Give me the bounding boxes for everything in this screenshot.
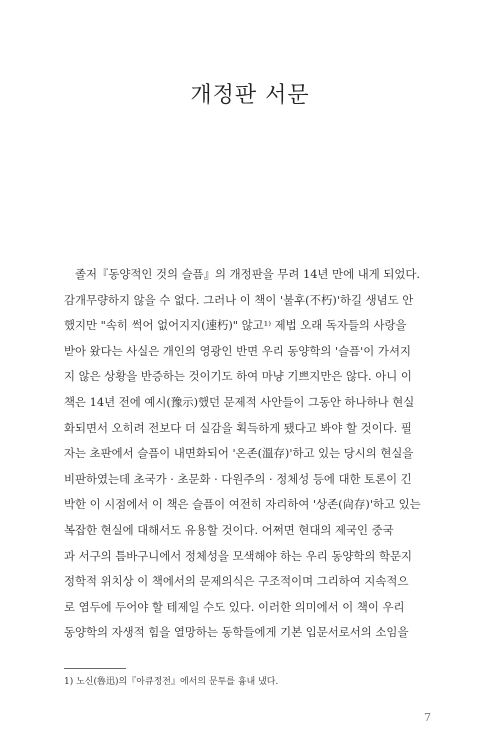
paragraph-line: 감개무량하지 않을 수 없다. 그러나 이 책이 '불후(不朽)'하길 생념도 안 [64, 292, 414, 307]
paragraph-line: 자는 초판에서 슬픔이 내면화되어 '온존(溫存)'하고 있는 당시의 현실을 [64, 446, 414, 461]
paragraph-line: 복잡한 현실에 대해서도 유용할 것이다. 어쩌면 현대의 제국인 중국 [64, 522, 394, 537]
paragraph-line: 로 염두에 두어야 할 테제일 수도 있다. 이러한 의미에서 이 책이 우리 [64, 599, 405, 614]
paragraph-line: 받아 왔다는 사실은 개인의 영광인 반면 우리 동양학의 '슬픔'이 가셔지 [64, 343, 411, 358]
paragraph-line: 졸저『동양적인 것의 슬픔』의 개정판을 무려 14년 만에 내게 되었다. [75, 267, 420, 281]
page-number: 7 [424, 711, 431, 724]
paragraph-line: 화되면서 오히려 전보다 더 실감을 획득하게 됐다고 봐야 할 것이다. 필 [64, 420, 412, 435]
paragraph-line: 책은 14년 전에 예시(豫示)했던 문제적 사안들이 그동안 하나하나 현실 [64, 394, 415, 409]
page-title: 개정판 서문 [190, 83, 310, 108]
footnote: 1) 노신(魯迅)의『아큐정전』에서의 문투를 흉내 냈다. [64, 677, 279, 687]
paragraph-line: 박한 이 시점에서 이 책은 슬픔이 여전히 자리하여 '상존(尙存)'하고 있는 [64, 497, 421, 512]
paragraph-line: 비판하였는데 초국가 · 초문화 · 다원주의 · 정체성 등에 대한 토론이 긴 [64, 471, 412, 486]
paragraph-line: 과 서구의 틈바구니에서 정체성을 모색해야 하는 우리 동양학의 학문지 [64, 548, 413, 563]
paragraph-line: 했지만 "속히 썩어 없어지지(速朽)" 않고¹⁾ 제법 오래 독자들의 사랑을 [64, 318, 407, 333]
paragraph-line: 정학적 위치상 이 책에서의 문제의식은 구조적이며 그리하여 지속적으 [64, 574, 409, 589]
paragraph-line: 동양학의 자생적 힘을 열망하는 동학들에게 기본 입문서로서의 소임을 [64, 625, 409, 640]
paragraph-line: 지 않은 상황을 반증하는 것이기도 하여 마냥 기쁘지만은 않다. 아니 이 [64, 369, 412, 384]
preface-paragraph [64, 262, 434, 646]
footnote-divider [64, 668, 126, 669]
